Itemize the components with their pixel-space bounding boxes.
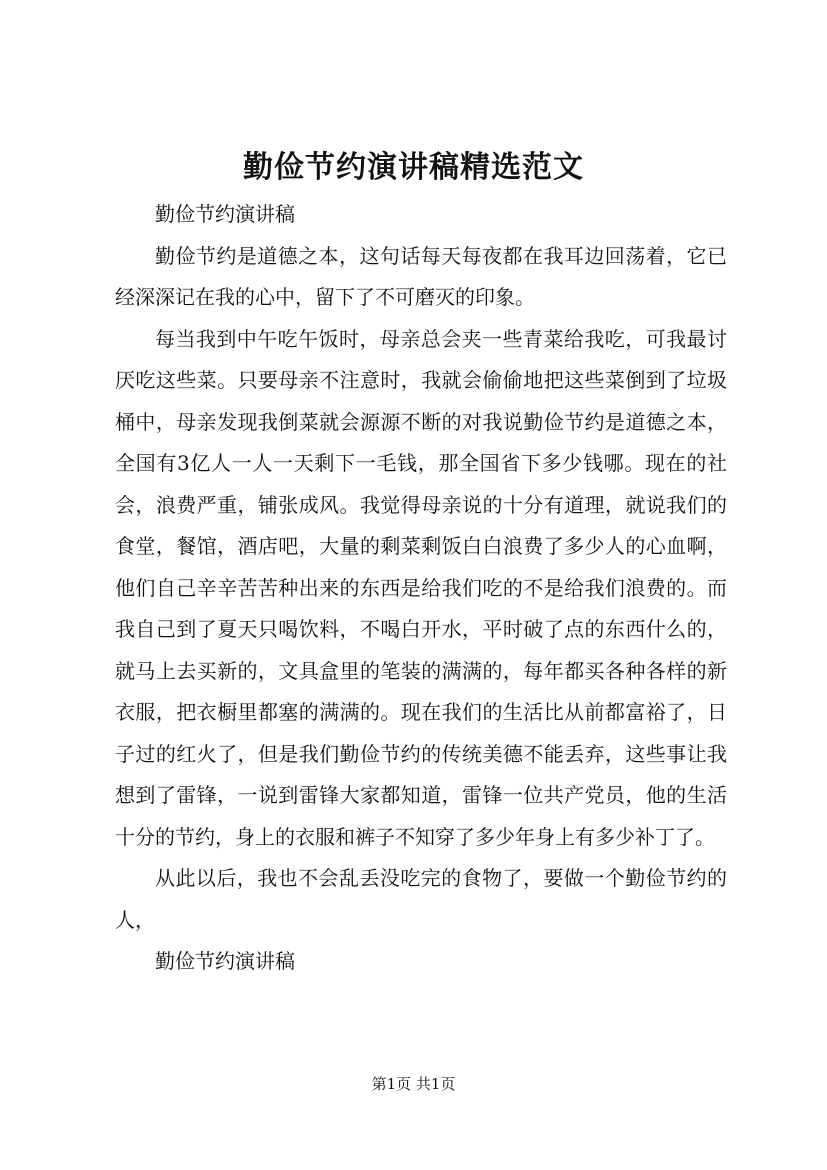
paragraph-main: 每当我到中午吃午饭时，母亲总会夹一些青菜给我吃，可我最讨厌吃这些菜。只要母亲不注意时，我就会偷偷地把这些菜倒到了垃圾桶中，母亲发现我倒菜就会源源不断的对我说勤俭节约是道德之本，全国有3亿人一人一天剩下一毛钱，那全国省下多少钱哪。现在的社会，浪费严重，铺张成风。我觉得母亲说的十分有道理，就说我们的食堂，餐馆，酒店吧，大量的剩菜剩饭白白浪费了多少人的心血啊，他们自己辛辛苦苦种出来的东西是给我们吃的不是给我们浪费的。而我自己到了夏天只喝饮料，不喝白开水，平时破了点的东西什么的，就马上去买新的，文具盒里的笔装的满满的，每年都买各种各样的新衣服，把衣橱里都塞的满满的。现在我们的生活比从前都富裕了，日子过的红火了，但是我们勤俭节约的传统美德不能丢弃，这些事让我想到了雷锋，一说到雷锋大家都知道，雷锋一位共产党员，他的生活十分的节约，身上的衣服和裤子不知穿了多少年身上有多少补丁了。 (115, 326, 727, 849)
paragraph-conclusion: 从此以后，我也不会乱丢没吃完的食物了，要做一个勤俭节约的人， (115, 866, 727, 932)
paragraph-subheading: 勤俭节约演讲稿 (155, 202, 295, 226)
document-body (115, 194, 727, 983)
document-title: 勤俭节约演讲稿精选范文 (243, 150, 584, 185)
paragraph-closing-heading: 勤俭节约演讲稿 (155, 949, 295, 973)
paragraph-intro: 勤俭节约是道德之本，这句话每天每夜都在我耳边回荡着，它已经深深记在我的心中，留下了不可磨灭的印象。 (115, 243, 727, 309)
page-footer: 第1页 共1页 (371, 1075, 456, 1093)
